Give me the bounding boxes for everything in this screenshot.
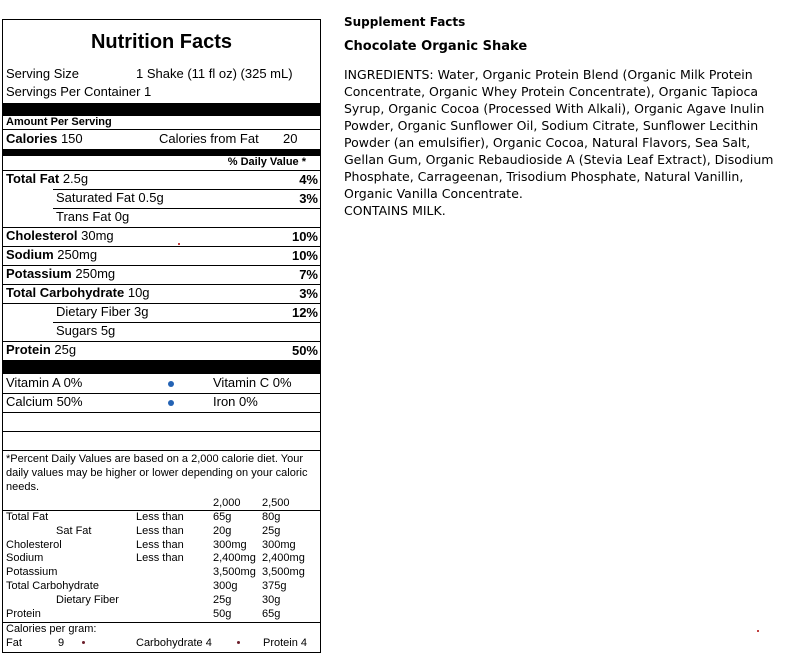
dv-row-name: Protein — [6, 608, 41, 620]
nutrient-protein: Protein 25g — [6, 342, 77, 357]
calories-from-fat-value: 20 — [283, 131, 298, 146]
dv-column-2500: 2,500 — [262, 497, 290, 509]
dv-row-2000: 50g — [213, 608, 232, 620]
stray-mark — [178, 243, 180, 245]
nutrient-total-carbohydrate: Total Carbohydrate 10g — [6, 285, 150, 300]
dv-row-2500: 375g — [262, 580, 287, 592]
supplement-facts — [344, 14, 794, 219]
vitamin-c: Vitamin C 0% — [213, 375, 292, 390]
nutrient-dietary-fiber: Dietary Fiber 3g — [56, 304, 149, 319]
dv-potassium: 7% — [299, 267, 318, 282]
cpg-fat-value: 9 — [58, 637, 65, 649]
dv-row-qualifier: Less than — [136, 539, 184, 551]
footnote-line: *Percent Daily Values are based on a 2,000 calorie diet. Your — [6, 453, 303, 465]
dv-saturated-fat: 3% — [299, 191, 318, 206]
dv-row-2500: 80g — [262, 511, 281, 523]
bullet-icon — [168, 381, 174, 387]
nutrient-sodium: Sodium 250mg — [6, 247, 98, 262]
daily-value-header: % Daily Value * — [227, 156, 306, 168]
amount-per-serving: Amount Per Serving — [6, 116, 112, 128]
ingredients-text: INGREDIENTS: Water, Organic Protein Blend (Organic Milk Protein Concentrate, Organic Whey Protein Concentrate), Organic Tapioca Syrup, Organic Cocoa (Processed With Alkali), Organic Agave Inulin Powder, Organic Sunflower Oil, Sodium Citrate, Sunflower Lecithin Powder (an emulsifier), Organic Cocoa, Natural Flavors, Sea Salt, Gellan Gum, Organic Rebaudioside A (Stevia Leaf Extract), Disodium Phosphate, Carrageenan, Trisodium Phosphate, Natural Vanillin, Organic Vanilla Concentrate. — [344, 67, 774, 201]
dv-row-2000: 2,400mg — [213, 552, 256, 564]
dv-cholesterol: 10% — [291, 229, 318, 244]
dv-row-2000: 3,500mg — [213, 566, 256, 578]
nutrient-total-fat: Total Fat 2.5g — [6, 171, 89, 186]
calories-from-fat-label: Calories from Fat — [159, 131, 259, 146]
allergen-statement: CONTAINS MILK. — [344, 203, 446, 218]
dv-row-qualifier: Less than — [136, 552, 184, 564]
product-name: Chocolate Organic Shake — [344, 39, 528, 54]
nutrient-trans-fat: Trans Fat 0g — [56, 209, 130, 224]
dv-row-name: Sodium — [6, 552, 44, 564]
dv-row-name: Potassium — [6, 566, 58, 578]
calories-per-gram-label: Calories per gram: — [6, 623, 97, 635]
footnote-line: daily values may be higher or lower depending on your caloric — [6, 467, 308, 479]
serving-size-label: Serving Size — [6, 66, 79, 81]
dv-dietary-fiber: 12% — [291, 305, 318, 320]
nutrient-cholesterol: Cholesterol 30mg — [6, 228, 114, 243]
bullet-icon — [237, 641, 240, 644]
stray-mark — [757, 630, 759, 632]
dv-row-qualifier: Less than — [136, 511, 184, 523]
dv-row-qualifier: Less than — [136, 525, 184, 537]
dv-row-2500: 25g — [262, 525, 281, 537]
calories-label: Calories — [6, 131, 58, 146]
thick-divider — [3, 360, 320, 374]
bullet-icon — [168, 400, 174, 406]
dv-row-2000: 20g — [213, 525, 232, 537]
vitamin-a: Vitamin A 0% — [6, 375, 83, 390]
dv-row-name: Cholesterol — [6, 539, 62, 551]
dv-row-2000: 300g — [213, 580, 238, 592]
nutrient-potassium: Potassium 250mg — [6, 266, 116, 281]
dv-column-2000: 2,000 — [213, 497, 241, 509]
footnote — [6, 452, 307, 494]
supplement-facts-heading: Supplement Facts — [344, 15, 466, 29]
dv-sodium: 10% — [291, 248, 318, 263]
iron: Iron 0% — [213, 394, 258, 409]
divider — [3, 412, 320, 413]
servings-per-container: Servings Per Container 1 — [6, 84, 152, 99]
dv-row-2500: 65g — [262, 608, 281, 620]
thick-divider — [3, 103, 320, 116]
dv-total-fat: 4% — [299, 172, 318, 187]
calories-row — [6, 131, 83, 146]
serving-size-value: 1 Shake (11 fl oz) (325 mL) — [136, 66, 293, 81]
dv-row-name: Dietary Fiber — [56, 594, 119, 606]
calcium: Calcium 50% — [6, 394, 83, 409]
divider — [3, 431, 320, 432]
nutrient-sugars: Sugars 5g — [56, 323, 116, 338]
cpg-protein: Protein 4 — [263, 637, 308, 649]
dv-row-2000: 25g — [213, 594, 232, 606]
nutrition-facts-label — [2, 19, 321, 653]
bullet-icon — [82, 641, 85, 644]
divider — [3, 450, 320, 451]
dv-row-name: Total Carbohydrate — [6, 580, 99, 592]
nutrition-facts-title: Nutrition Facts — [90, 31, 233, 53]
dv-row-2500: 30g — [262, 594, 281, 606]
divider — [3, 129, 320, 130]
dv-row-name: Total Fat — [6, 511, 49, 523]
calories-value: 150 — [60, 131, 83, 146]
cpg-carbohydrate: Carbohydrate 4 — [136, 637, 212, 649]
dv-row-2500: 3,500mg — [262, 566, 305, 578]
medium-divider — [3, 149, 320, 156]
dv-row-2500: 300mg — [262, 539, 296, 551]
dv-row-2000: 300mg — [213, 539, 247, 551]
dv-protein: 50% — [291, 343, 318, 358]
nutrient-saturated-fat: Saturated Fat 0.5g — [56, 190, 164, 205]
dv-row-2500: 2,400mg — [262, 552, 305, 564]
dv-total-carbohydrate: 3% — [299, 286, 318, 301]
dv-row-2000: 65g — [213, 511, 232, 523]
divider — [3, 303, 320, 304]
dv-row-name: Sat Fat — [56, 525, 92, 537]
footnote-line: needs. — [6, 481, 40, 493]
cpg-fat-label: Fat — [6, 637, 22, 649]
